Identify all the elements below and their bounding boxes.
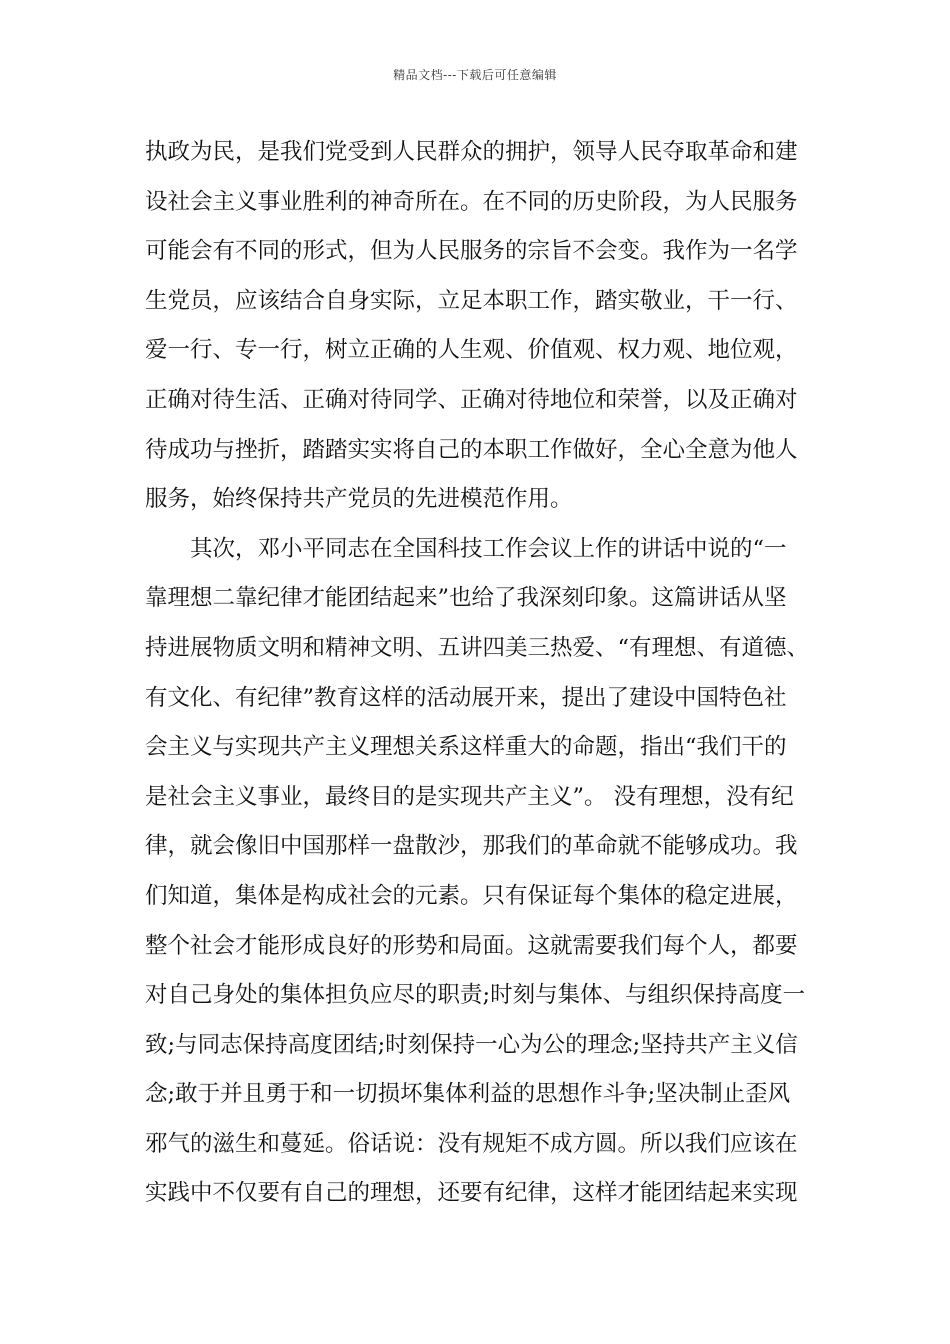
text-line: 执政为民，是我们党受到人民群众的拥护，领导人民夺取革命和建 bbox=[145, 139, 798, 165]
text-line: 们知道，集体是构成社会的元素。只有保证每个集体的稳定进展， bbox=[145, 882, 798, 909]
text-line: 实践中不仅要有自己的理想，还要有纪律，这样才能团结起来实现 bbox=[145, 1180, 798, 1207]
text-line: 有文化、有纪律”教育这样的活动展开来，提出了建设中国特色社 bbox=[145, 684, 787, 711]
text-line: 爱一行、专一行，树立正确的人生观、价值观、权力观、地位观， bbox=[145, 337, 798, 364]
text-line: 会主义与实现共产主义理想关系这样重大的命题，指出“我们干的 bbox=[145, 734, 787, 761]
text-line: 待成功与挫折，踏踏实实将自己的本职工作做好，全心全意为他人 bbox=[145, 436, 798, 463]
text-line: 律，就会像旧中国那样一盘散沙，那我们的革命就不能够成功。我 bbox=[145, 833, 798, 860]
document-body bbox=[145, 128, 835, 1219]
text-line: 持进展物质文明和精神文明、五讲四美三热爱、“有理想、有道德、 bbox=[145, 634, 810, 661]
text-line: 正确对待生活、正确对待同学、正确对待地位和荣誉，以及正确对 bbox=[145, 386, 798, 413]
text-line: 是社会主义事业，最终目的是实现共产主义”。 没有理想，没有纪 bbox=[145, 783, 794, 810]
text-line: 设社会主义事业胜利的神奇所在。在不同的历史阶段，为人民服务 bbox=[145, 188, 798, 215]
text-line: 服务，始终保持共产党员的先进模范作用。 bbox=[145, 486, 573, 513]
text-line: 生党员，应该结合自身实际，立足本职工作，踏实敬业，干一行、 bbox=[145, 287, 798, 314]
text-line: 可能会有不同的形式，但为人民服务的宗旨不会变。我作为一名学 bbox=[145, 238, 798, 265]
text-line: 其次，邓小平同志在全国科技工作会议上作的讲话中说的“一 bbox=[145, 535, 787, 562]
text-line: 对自己身处的集体担负应尽的职责;时刻与集体、与组织保持高度一 bbox=[145, 982, 806, 1009]
text-line: 整个社会才能形成良好的形势和局面。这就需要我们每个人，都要 bbox=[145, 932, 798, 959]
text-line: 邪气的滋生和蔓延。俗话说：没有规矩不成方圆。所以我们应该在 bbox=[145, 1130, 798, 1157]
page-header: 精品文档---下载后可任意编辑 bbox=[393, 68, 557, 82]
text-line: 念;敢于并且勇于和一切损坏集体利益的思想作斗争;坚决制止歪风 bbox=[145, 1081, 791, 1108]
text-line: 靠理想二靠纪律才能团结起来”也给了我深刻印象。这篇讲话从坚 bbox=[145, 585, 787, 612]
text-line: 致;与同志保持高度团结;时刻保持一心为公的理念;坚持共产主义信 bbox=[145, 1031, 798, 1058]
